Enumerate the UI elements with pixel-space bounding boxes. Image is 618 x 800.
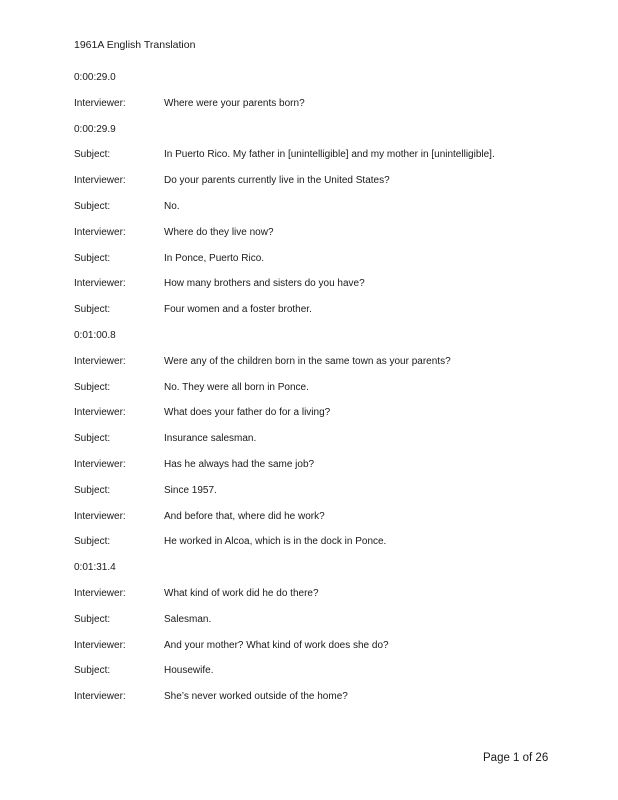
dialogue-text: Since 1957. bbox=[164, 484, 217, 496]
speaker-label: Interviewer: bbox=[74, 639, 126, 651]
dialogue-text: And before that, where did he work? bbox=[164, 510, 325, 522]
speaker-label: Interviewer: bbox=[74, 226, 126, 238]
dialogue-row bbox=[74, 200, 554, 226]
speaker-label: Interviewer: bbox=[74, 97, 126, 109]
dialogue-text: And your mother? What kind of work does she do? bbox=[164, 639, 389, 651]
dialogue-row bbox=[74, 226, 554, 252]
dialogue-row bbox=[74, 174, 554, 200]
dialogue-row bbox=[74, 381, 554, 407]
speaker-label: Interviewer: bbox=[74, 587, 126, 599]
speaker-label: Subject: bbox=[74, 200, 111, 212]
speaker-label: Subject: bbox=[74, 433, 111, 445]
speaker-label: Interviewer: bbox=[74, 458, 126, 470]
dialogue-text: What does your father do for a living? bbox=[164, 407, 331, 419]
dialogue-text: What kind of work did he do there? bbox=[164, 587, 319, 599]
speaker-label: Interviewer: bbox=[74, 510, 126, 522]
speaker-label: Subject: bbox=[74, 381, 111, 393]
dialogue-row bbox=[74, 97, 554, 123]
speaker-label: Interviewer: bbox=[74, 691, 126, 703]
document-header-title: 1961A English Translation bbox=[74, 39, 196, 51]
timestamp-row bbox=[74, 561, 554, 587]
dialogue-text: She’s never worked outside of the home? bbox=[164, 691, 348, 703]
speaker-label: Interviewer: bbox=[74, 355, 126, 367]
dialogue-text: In Ponce, Puerto Rico. bbox=[164, 252, 265, 264]
dialogue-text: Were any of the children born in the same town as your parents? bbox=[164, 355, 451, 367]
page-number: Page 1 of 26 bbox=[483, 752, 549, 764]
timestamp-row bbox=[74, 329, 554, 355]
dialogue-row bbox=[74, 277, 554, 303]
dialogue-row bbox=[74, 252, 554, 278]
dialogue-text: He worked in Alcoa, which is in the dock in Ponce. bbox=[164, 536, 387, 548]
dialogue-row bbox=[74, 587, 554, 613]
dialogue-text: Has he always had the same job? bbox=[164, 458, 315, 470]
dialogue-row bbox=[74, 484, 554, 510]
dialogue-row bbox=[74, 535, 554, 561]
dialogue-text: In Puerto Rico. My father in [unintelligible] and my mother in [unintelligible]. bbox=[164, 149, 495, 161]
dialogue-text: No. They were all born in Ponce. bbox=[164, 381, 309, 393]
dialogue-row bbox=[74, 355, 554, 381]
transcript bbox=[74, 71, 554, 716]
dialogue-row bbox=[74, 613, 554, 639]
dialogue-row bbox=[74, 664, 554, 690]
dialogue-text: Where do they live now? bbox=[164, 226, 274, 238]
dialogue-text: Four women and a foster brother. bbox=[164, 304, 312, 316]
timestamp-row bbox=[74, 123, 554, 149]
speaker-label: Subject: bbox=[74, 665, 111, 677]
dialogue-text: Insurance salesman. bbox=[164, 433, 257, 445]
dialogue-row bbox=[74, 406, 554, 432]
dialogue-text: Where were your parents born? bbox=[164, 97, 305, 109]
dialogue-row bbox=[74, 458, 554, 484]
speaker-label: Interviewer: bbox=[74, 278, 126, 290]
dialogue-row bbox=[74, 432, 554, 458]
dialogue-row bbox=[74, 510, 554, 536]
dialogue-text: Housewife. bbox=[164, 665, 214, 677]
speaker-label: Interviewer: bbox=[74, 407, 126, 419]
speaker-label: Interviewer: bbox=[74, 175, 126, 187]
dialogue-row bbox=[74, 148, 554, 174]
dialogue-text: How many brothers and sisters do you have? bbox=[164, 278, 365, 290]
dialogue-text: No. bbox=[164, 200, 180, 212]
timestamp: 0:01:00.8 bbox=[74, 329, 116, 341]
timestamp: 0:00:29.0 bbox=[74, 72, 116, 83]
dialogue-text: Salesman. bbox=[164, 613, 212, 625]
speaker-label: Subject: bbox=[74, 149, 111, 161]
timestamp: 0:01:31.4 bbox=[74, 562, 116, 574]
speaker-label: Subject: bbox=[74, 484, 111, 496]
timestamp: 0:00:29.9 bbox=[74, 123, 116, 135]
speaker-label: Subject: bbox=[74, 536, 111, 548]
dialogue-row bbox=[74, 303, 554, 329]
dialogue-text: Do your parents currently live in the United States? bbox=[164, 175, 390, 187]
timestamp-row bbox=[74, 71, 554, 97]
dialogue-row bbox=[74, 639, 554, 665]
speaker-label: Subject: bbox=[74, 252, 111, 264]
dialogue-row bbox=[74, 690, 554, 716]
speaker-label: Subject: bbox=[74, 304, 111, 316]
speaker-label: Subject: bbox=[74, 613, 111, 625]
